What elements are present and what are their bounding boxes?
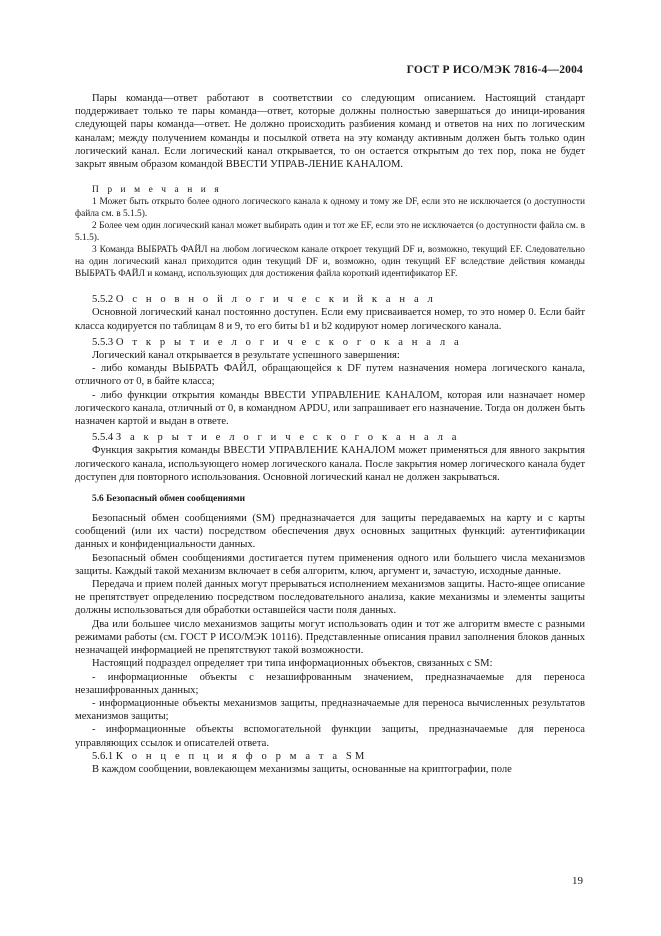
- section-title: О с н о в н о й л о г и ч е с к и й к а н а л: [115, 294, 436, 306]
- section-5-5-4-text: Функция закрытия команды ВВЕСТИ УПРАВЛЕНИЕ КАНАЛОМ может применяться для явного закрытия логического канала, использующего номер логического канала. После закрытия номер логического канала будет доступен для повторного использования. Основной логический канал не должен закрываться.: [75, 445, 585, 483]
- section-5-6-heading: 5.6 Безопасный обмен сообщениями: [92, 494, 245, 505]
- paragraph-command-response: Пары команда—ответ работают в соответствии со следующим описанием. Настоящий стандарт поддерживает только те пары команда—ответ, которые должны полностью завершаться до иници-ирования следующей пары команда—ответ. Не должно происходить разбиения команд и ответов на них по логическим каналам; между получением команды и посылкой ответа на эту команду активным должен быть только один логический канал. Если логический канал открывается, то он остается открытым до тех пор, пока не будет закрыт явным образом командой ВВЕСТИ УПРАВ-ЛЕНИЕ КАНАЛОМ.: [75, 93, 585, 171]
- section-title: К о н ц е п ц и я ф о р м а т а SM: [115, 750, 368, 762]
- section-5-6-item-2: - информационные объекты механизмов защиты, предназначаемые для переноса вычисленных результатов механизмов защиты;: [75, 697, 585, 723]
- section-5-6-para-5: Настоящий подраздел определяет три типа информационных объектов, связанных с SM:: [92, 658, 493, 670]
- section-5-5-4-heading: [75, 431, 585, 444]
- standard-header: ГОСТ Р ИСО/МЭК 7816-4—2004: [406, 64, 583, 76]
- section-number: 5.5.3: [92, 336, 114, 348]
- section-5-6-item-3: - информационные объекты вспомогательной функции защиты, предназначаемые для переноса управляющих ссылок и описателей ответа.: [75, 724, 585, 749]
- section-5-5-2-heading: [75, 293, 585, 306]
- section-5-6-para-4: Два или большее число механизмов защиты могут использовать один и тот же алгоритм вместе с разными режимами работы (см. ГОСТ Р ИСО/МЭК 10116). Представленные описания правил заполнения блоков данных незначащей информацией не препятствуют такой возможности.: [75, 618, 585, 657]
- section-title: О т к р ы т и е л о г и ч е с к о г о к а н а л а: [115, 336, 462, 348]
- section-5-6-para-3: Передача и прием полей данных могут прерываться исполнением механизмов защиты. Насто-ящее описание не препятствует определению посредством последовательного анализа, какие механизмы и элементы защиты должны использоваться для обработки оставшейся части поля данных.: [75, 579, 585, 617]
- section-5-5-2-text: Основной логический канал постоянно доступен. Если ему присваивается номер, то это номер 0. Если байт класса кодируется по таблицам 8 и 9, то его биты b1 и b2 кодируют номер логического канала.: [75, 307, 585, 332]
- page-number: 19: [572, 875, 583, 887]
- section-title: З а к р ы т и е л о г и ч е с к о г о к а н а л а: [115, 432, 460, 444]
- section-5-5-3-item-1: - либо команды ВЫБРАТЬ ФАЙЛ, обращающейся к DF путем назначения номера логического канала, отличного от 0, в байте класса;: [75, 363, 585, 388]
- section-5-5-3-item-2: - либо функции открытия команды ВВЕСТИ УПРАВЛЕНИЕ КАНАЛОМ, которая или назначает номер логического канала, отличный от 0, в командном APDU, или запрашивает его назначение. Тогда он должен быть назначен картой и выдан в ответе.: [75, 389, 585, 428]
- section-number: 5.5.4: [92, 432, 114, 444]
- section-5-5-3-heading: [75, 336, 585, 349]
- section-5-5-3-intro: Логический канал открывается в результате успешного завершения:: [92, 350, 400, 362]
- page-content: [75, 92, 585, 776]
- note-2: 2 Более чем один логический канал может выбирать один и тот же EF, если это не исключается (о доступности файла см. в 5.1.5).: [75, 221, 585, 244]
- notes-title: П р и м е ч а н и я: [92, 185, 222, 196]
- section-5-6-1-heading: [75, 750, 585, 763]
- section-number: 5.5.2: [92, 294, 114, 306]
- section-number: 5.6.1: [92, 750, 114, 762]
- section-5-6-item-1: - информационные объекты с незашифрованным значением, предназначаемые для переноса незашифрованных данных;: [75, 671, 585, 696]
- note-1: 1 Может быть открыто более одного логического канала к одному и тому же DF, если это не исключается (о доступности файла см. в 5.1.5).: [75, 197, 585, 220]
- section-5-6-1-text: В каждом сообщении, вовлекающем механизмы защиты, основанные на криптографии, поле: [92, 763, 512, 775]
- section-5-6-para-2: Безопасный обмен сообщениями достигается путем применения одного или большего числа механизмов защиты. Каждый такой механизм включает в себя алгоритм, ключ, аргумент и, зачастую, исходные данные.: [75, 552, 585, 577]
- note-3: 3 Команда ВЫБРАТЬ ФАЙЛ на любом логическом канале откроет текущий DF и, возможно, текущий EF. Следовательно на один логический канал приходится один текущий DF и, возможно, один текущий EF вследствие действия команды ВЫБРАТЬ ФАЙЛ и команд, использующих для достижения файла короткий идентификатор EF.: [75, 245, 585, 280]
- section-5-6-para-1: Безопасный обмен сообщениями (SM) предназначается для защиты передаваемых на карту и с карты сообщений (или их части) посредством обеспечения двух основных защитных функций: аутентификации данных и конфиденциальности данных.: [75, 513, 585, 551]
